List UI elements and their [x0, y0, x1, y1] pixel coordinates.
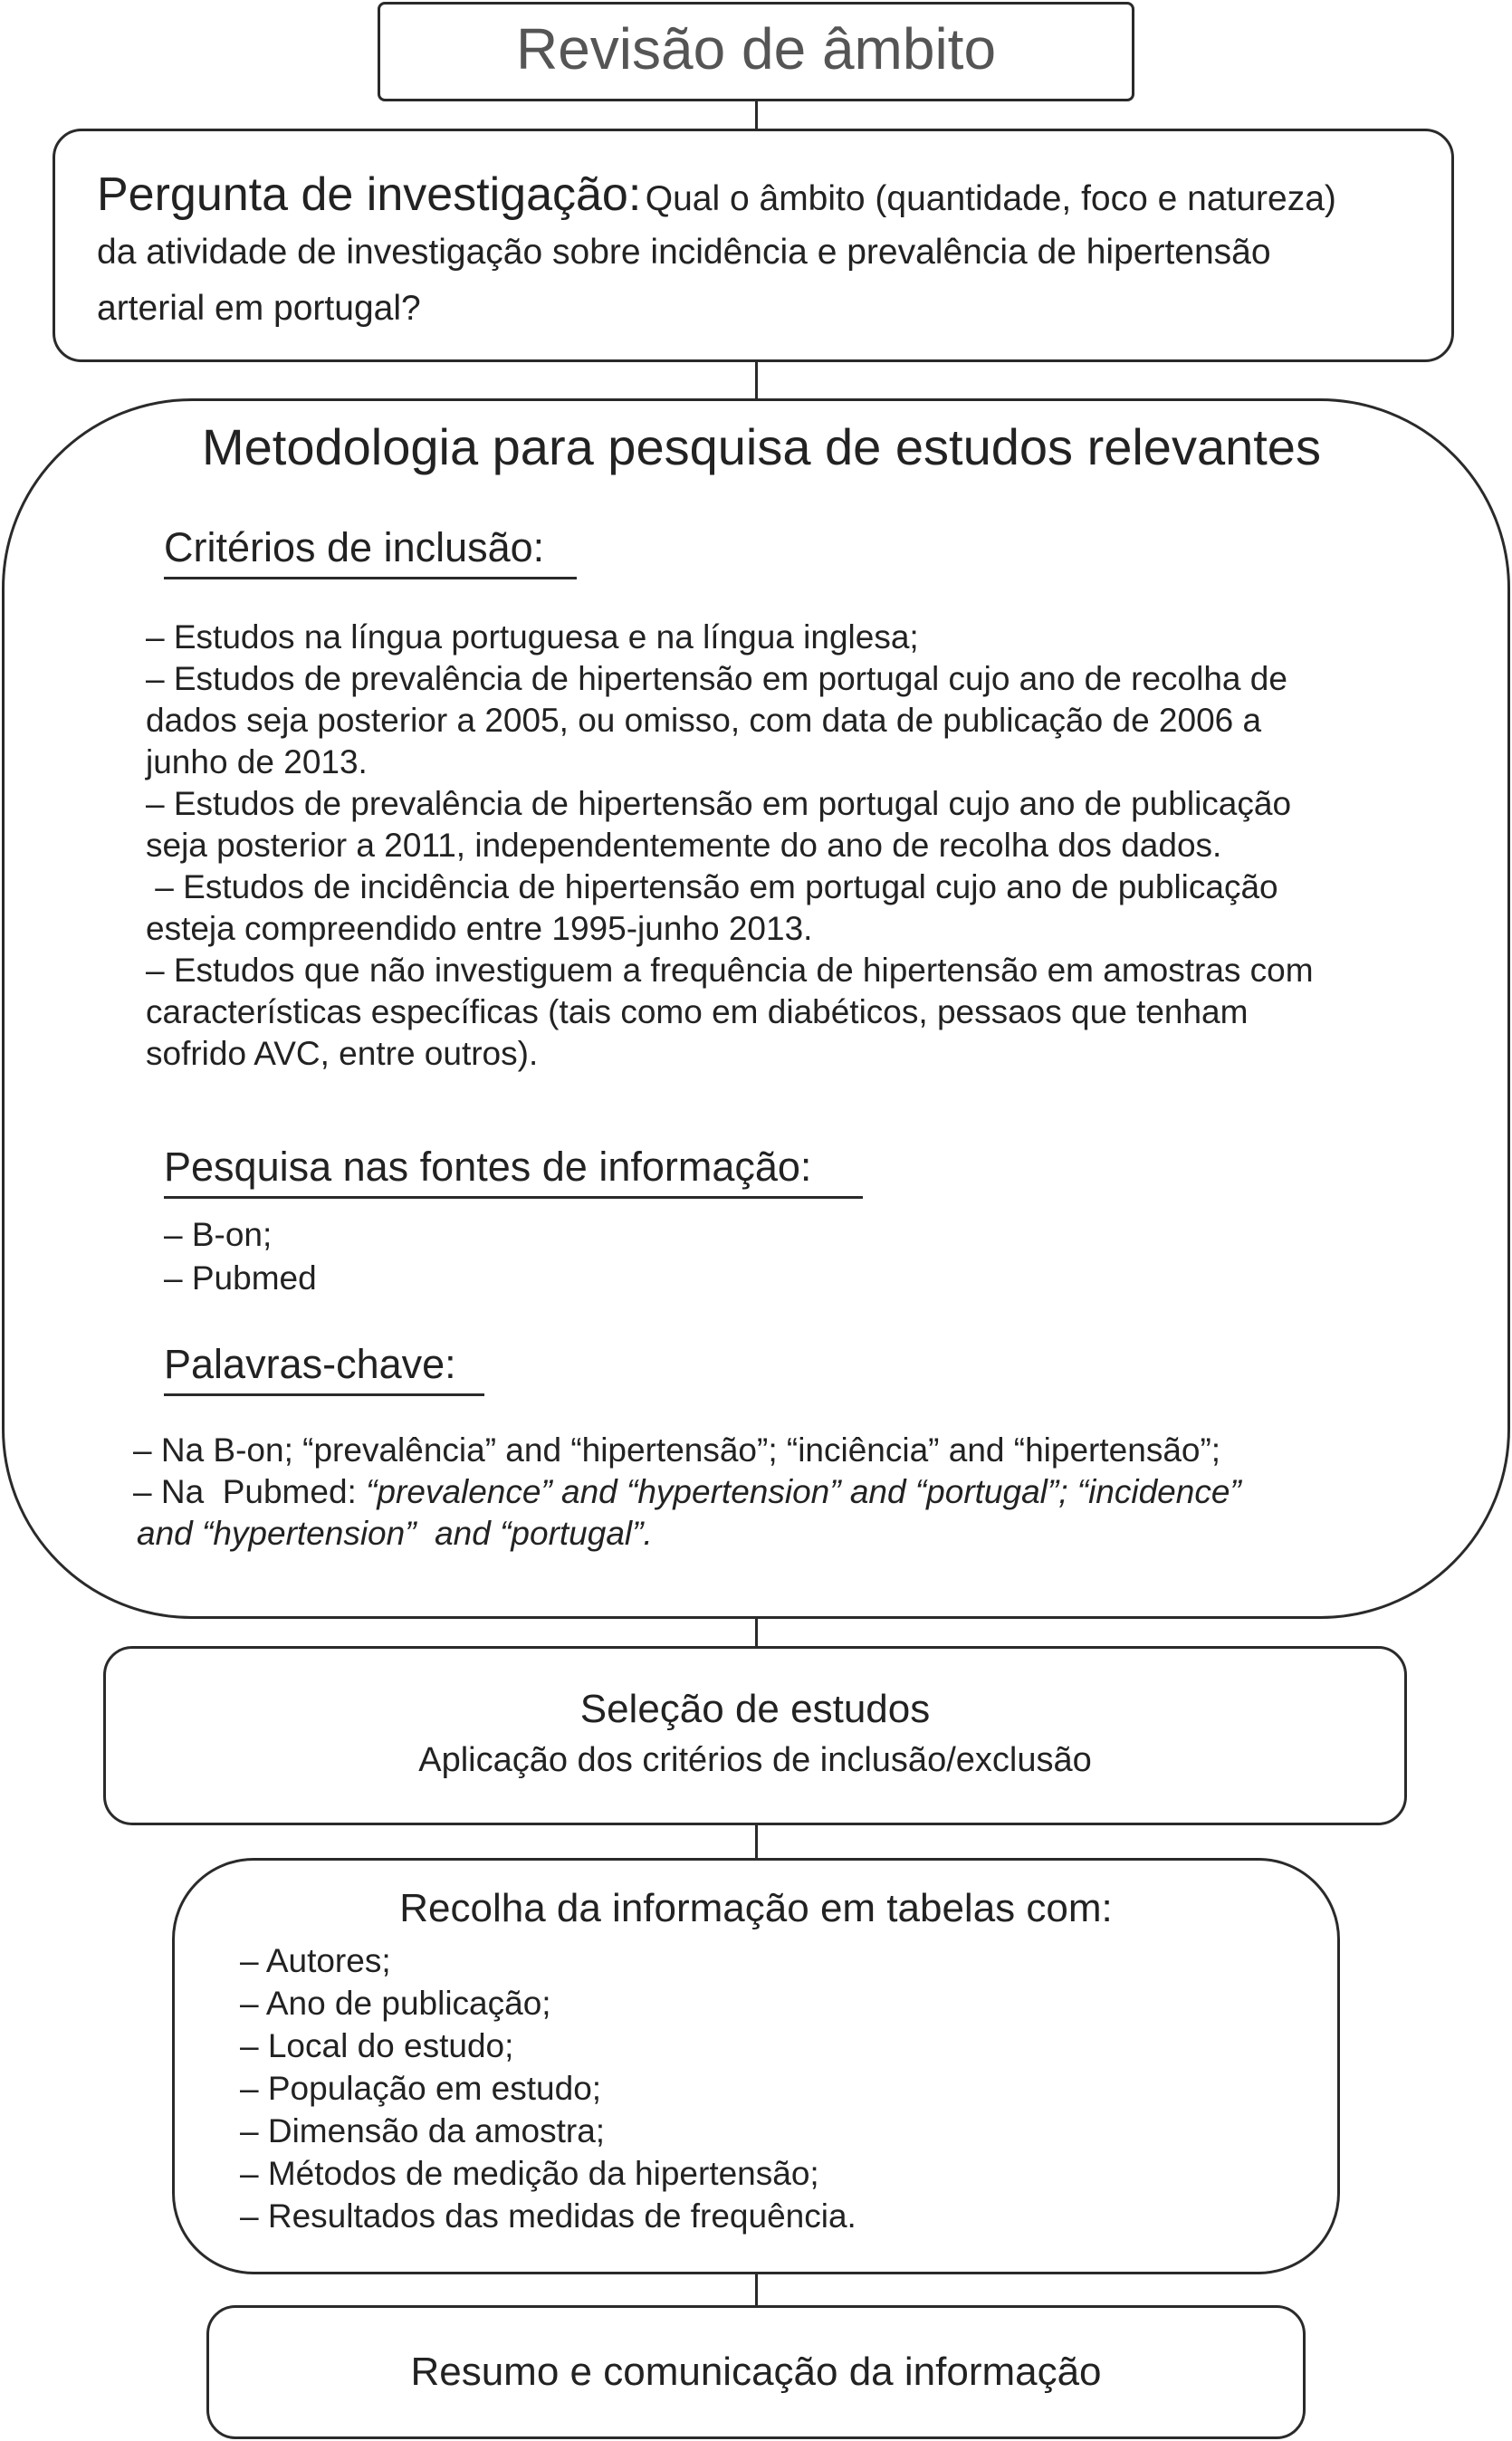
collection-item-1: – Autores; [240, 1942, 391, 1979]
inclusion-line-1: – Estudos na língua portuguesa e na língua inglesa; [146, 618, 919, 656]
connector-4 [755, 1825, 758, 1858]
question-text-2: da atividade de investigação sobre incidência e prevalência de hipertensão [97, 233, 1271, 272]
question-label: Pergunta de investigação: [97, 168, 642, 221]
keywords-pubmed-line-1 [133, 1473, 1241, 1511]
connector-2 [755, 362, 758, 398]
collection-item-4: – População em estudo; [240, 2070, 602, 2107]
inclusion-line-5: – Estudos de prevalência de hipertensão em portugal cujo ano de publicação [146, 785, 1292, 822]
methodology-title: Metodologia para pesquisa de estudos relevantes [202, 418, 1321, 475]
question-text-1: Qual o âmbito (quantidade, foco e natureza) [645, 179, 1336, 218]
summary-box [206, 2305, 1306, 2439]
keywords-pubmed-terms-1: “prevalence” and “hypertension” and “portugal”; “incidence” [366, 1473, 1241, 1510]
source-item-pubmed: – Pubmed [164, 1259, 317, 1297]
question-line-1 [97, 168, 1336, 222]
scope-title: Revisão de âmbito [515, 16, 997, 81]
inclusion-line-11: sofrido AVC, entre outros). [146, 1035, 539, 1072]
inclusion-line-8: esteja compreendido entre 1995-junho 2013. [146, 910, 813, 947]
keywords-heading: Palavras-chave: [164, 1341, 456, 1387]
question-text-3: arterial em portugal? [97, 289, 421, 328]
keywords-pubmed-prefix: – Na Pubmed: [133, 1473, 367, 1510]
inclusion-line-6: seja posterior a 2011, independentemente do ano de recolha dos dados. [146, 827, 1222, 864]
connector-5 [755, 2274, 758, 2305]
collection-item-6: – Métodos de medição da hipertensão; [240, 2155, 819, 2192]
collection-box [172, 1858, 1340, 2274]
selection-box [103, 1646, 1407, 1825]
collection-item-7: – Resultados das medidas de frequência. [240, 2197, 856, 2235]
inclusion-line-2: – Estudos de prevalência de hipertensão em portugal cujo ano de recolha de [146, 660, 1287, 697]
inclusion-heading: Critérios de inclusão: [164, 524, 545, 570]
selection-title: Seleção de estudos [579, 1687, 931, 1731]
scope-box [378, 2, 1134, 101]
keywords-underline [164, 1393, 484, 1396]
collection-item-2: – Ano de publicação; [240, 1985, 551, 2022]
summary-title: Resumo e comunicação da informação [410, 2350, 1102, 2394]
sources-underline [164, 1196, 863, 1199]
sources-heading: Pesquisa nas fontes de informação: [164, 1144, 812, 1190]
methodology-box [2, 398, 1510, 1619]
collection-title: Recolha da informação em tabelas com: [399, 1886, 1113, 1930]
inclusion-line-3: dados seja posterior a 2005, ou omisso, com data de publicação de 2006 a [146, 702, 1262, 739]
inclusion-underline [164, 577, 577, 579]
source-item-bon: – B-on; [164, 1216, 273, 1253]
connector-3 [755, 1619, 758, 1646]
keywords-bon: – Na B-on; “prevalência” and “hipertensão”; “inciência” and “hipertensão”; [133, 1431, 1221, 1469]
collection-item-5: – Dimensão da amostra; [240, 2112, 606, 2149]
collection-item-3: – Local do estudo; [240, 2027, 514, 2064]
inclusion-line-4: junho de 2013. [146, 743, 368, 780]
question-box [53, 129, 1454, 362]
inclusion-line-7: – Estudos de incidência de hipertensão em portugal cujo ano de publicação [146, 868, 1278, 905]
connector-1 [755, 101, 758, 129]
selection-subtitle: Aplicação dos critérios de inclusão/exclusão [418, 1741, 1092, 1779]
inclusion-line-9: – Estudos que não investiguem a frequência de hipertensão em amostras com [146, 952, 1314, 989]
keywords-pubmed-line-2: and “hypertension” and “portugal”. [137, 1515, 653, 1552]
inclusion-line-10: características específicas (tais como em diabéticos, pessaos que tenham [146, 993, 1249, 1030]
